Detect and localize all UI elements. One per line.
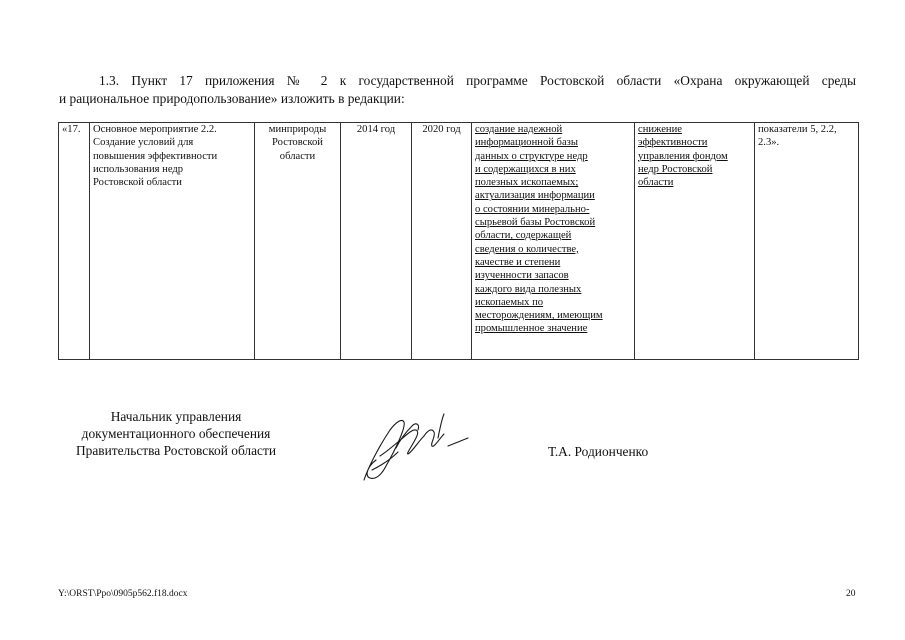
cell-expected-result xyxy=(472,123,635,360)
cell-indicators xyxy=(755,123,859,360)
position-line: Начальник управления xyxy=(110,409,242,424)
table-row xyxy=(59,123,859,360)
file-path: Y:\ORST\Ppo\0905p562.f18.docx xyxy=(58,589,188,599)
measure-line: Ростовской области xyxy=(93,177,182,189)
start-year: 2014 год xyxy=(356,124,396,135)
result-line: каждого вида полезных xyxy=(475,283,582,295)
indicator-line: показатели 5, 2.2, xyxy=(758,124,837,135)
result-line: данных о структуре недр xyxy=(475,150,588,162)
cell-consequence xyxy=(635,123,755,360)
end-year: 2020 год xyxy=(422,124,461,135)
result-line: месторождениям, имеющим xyxy=(475,310,603,322)
measure-line: Создание условий для xyxy=(93,137,194,149)
consequence-line: эффективности xyxy=(638,137,708,149)
result-line: полезных ископаемых; xyxy=(475,177,579,189)
result-line: и содержащихся в них xyxy=(475,163,576,175)
signatory-position xyxy=(60,408,292,459)
result-line: ископаемых по xyxy=(475,296,544,308)
signatory-name: Т.А. Родионченко xyxy=(548,444,649,459)
intro-paragraph xyxy=(59,72,856,108)
result-line: изученности запасов xyxy=(475,270,569,282)
cell-executor xyxy=(255,123,341,360)
indicator-line: 2.3». xyxy=(758,137,780,149)
intro-line-2: и рациональное природопользование» изложить в редакции: xyxy=(59,91,405,106)
cell-number xyxy=(59,123,90,360)
executor-line: минприроды xyxy=(268,124,327,135)
result-line: создание надежной xyxy=(475,124,563,135)
consequence-line: области xyxy=(638,177,674,189)
consequence-line: снижение xyxy=(638,124,682,135)
executor-line: Ростовской xyxy=(272,137,323,149)
program-table xyxy=(58,122,859,360)
handwritten-signature xyxy=(350,408,470,488)
intro-line-1: 1.3. Пункт 17 приложения № 2 к государственной программе Ростовской области «Охрана окружающей среды xyxy=(99,73,856,88)
cell-end-year xyxy=(412,123,472,360)
result-line: области, содержащей xyxy=(475,230,572,242)
cell-measure xyxy=(90,123,255,360)
page-number: 20 xyxy=(846,589,856,599)
position-line: документационного обеспечения xyxy=(81,426,271,441)
measure-line: использования недр xyxy=(93,163,184,175)
result-line: сведения о количестве, xyxy=(475,243,579,255)
result-line: актуализация информации xyxy=(475,190,595,202)
row-number: «17. xyxy=(62,124,81,135)
result-line: сырьевой базы Ростовской xyxy=(475,217,596,229)
measure-line: повышения эффективности xyxy=(93,150,218,162)
result-line: информационной базы xyxy=(475,137,578,149)
result-line: качестве и степени xyxy=(475,256,561,268)
result-line: промышленное значение xyxy=(475,323,588,335)
consequence-line: управления фондом xyxy=(638,150,728,162)
consequence-line: недр Ростовской xyxy=(638,163,713,175)
cell-start-year xyxy=(341,123,412,360)
result-line: о состоянии минерально- xyxy=(475,203,590,215)
measure-line: Основное мероприятие 2.2. xyxy=(93,124,217,135)
position-line: Правительства Ростовской области xyxy=(75,443,277,458)
executor-line: области xyxy=(279,150,316,162)
